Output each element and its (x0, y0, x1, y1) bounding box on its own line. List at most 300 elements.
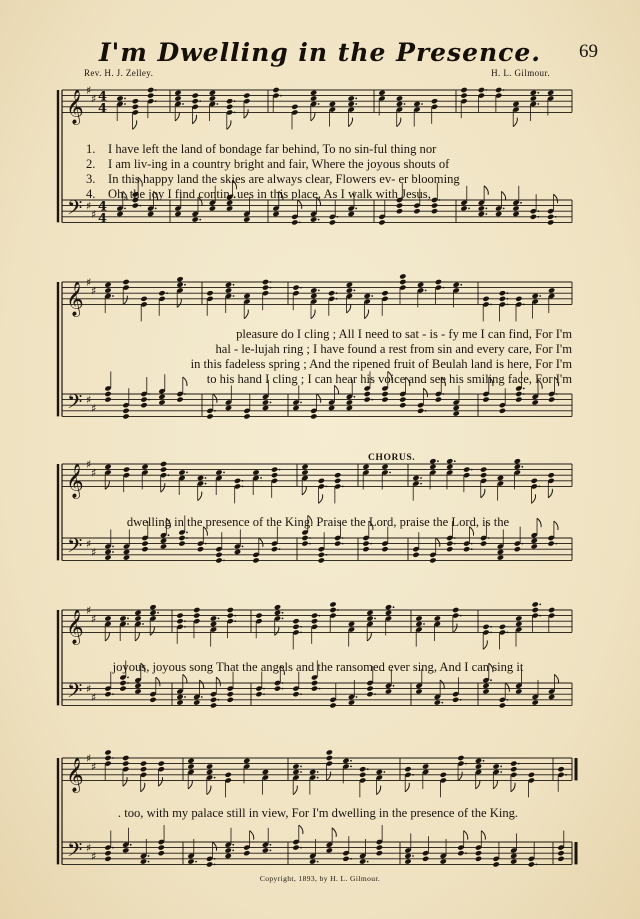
dot (282, 618, 284, 620)
note-head (225, 853, 232, 859)
dot (218, 618, 220, 620)
note-head (225, 405, 232, 411)
note-flag (123, 777, 127, 786)
note-flag (513, 118, 517, 127)
note-head (262, 284, 269, 290)
note-head (422, 856, 429, 862)
verse-line-4: 4. Oh, the joy I find contin- ues in this place, As I walk with Jesus, (86, 187, 431, 201)
note-head (104, 749, 111, 755)
note-head (206, 861, 213, 867)
note-head (385, 688, 392, 694)
note-head (415, 621, 422, 627)
note-head (193, 612, 200, 618)
note-flag (311, 112, 315, 121)
verse-line-2-cont: hal - le-lujah ring ; I have found a rest from sin and every care, For I'm (215, 342, 572, 356)
dot (184, 626, 186, 628)
note-head (274, 604, 281, 610)
sharp-icon: ♯ (86, 393, 92, 407)
dot (425, 410, 427, 412)
verse-line-4-cont: to his hand I cling ; I can hear his voice and see his smiling face, For I'm (206, 372, 572, 386)
note-head (463, 546, 470, 552)
note-head (134, 683, 141, 689)
note-head (431, 98, 438, 104)
dot (460, 615, 462, 617)
note-head (499, 296, 506, 302)
dot (485, 208, 487, 210)
note-head (104, 755, 111, 761)
dot (184, 620, 186, 622)
note-head (499, 702, 506, 708)
note-head (364, 396, 371, 402)
note-head (210, 615, 217, 621)
note-head (482, 624, 489, 630)
dot (507, 298, 509, 300)
note-head (291, 219, 298, 225)
dot (412, 774, 414, 776)
note-head (510, 766, 517, 772)
note-head (453, 405, 460, 411)
note-head (140, 402, 147, 408)
note-head (329, 219, 336, 225)
dot (565, 774, 567, 776)
note-flag (244, 310, 248, 319)
note-head (396, 202, 403, 208)
sharp-icon: ♯ (91, 466, 97, 480)
dot (214, 858, 216, 860)
dot (233, 284, 235, 286)
note-flag (327, 772, 331, 781)
note-head (234, 478, 241, 484)
note-head (499, 290, 506, 296)
note-head (225, 847, 232, 853)
dot (555, 543, 557, 545)
note-head (309, 858, 316, 864)
dot (317, 777, 319, 779)
dot (507, 292, 509, 294)
note-head (499, 624, 506, 630)
note-flag (458, 772, 462, 781)
dot (299, 222, 301, 224)
note-flag (141, 783, 145, 792)
dot (420, 477, 422, 479)
note-flag (200, 680, 204, 689)
dot (157, 612, 159, 614)
note-head (255, 612, 262, 618)
note-head (346, 282, 353, 288)
note-head (557, 856, 564, 862)
note-head (346, 287, 353, 293)
dot (232, 844, 234, 846)
note-head (310, 90, 317, 96)
dot (214, 777, 216, 779)
note-head (348, 101, 355, 107)
note-head (376, 850, 383, 856)
note-flag (158, 777, 162, 786)
dot (539, 615, 541, 617)
dot (471, 543, 473, 545)
note-head (385, 604, 392, 610)
note-head (311, 618, 318, 624)
note-head (342, 758, 349, 764)
dot (184, 284, 186, 286)
note-flag (207, 786, 211, 795)
note-head (334, 478, 341, 484)
note-head (123, 549, 130, 555)
dot (319, 615, 321, 617)
note-head (210, 702, 217, 708)
note-head (122, 408, 129, 414)
note-head (225, 287, 232, 293)
dot (421, 103, 423, 105)
sharp-icon: ♯ (91, 92, 97, 106)
dot (270, 844, 272, 846)
note-head (429, 464, 436, 470)
note-head (446, 540, 453, 546)
note-flag (135, 632, 139, 641)
note-head (452, 697, 459, 703)
note-head (243, 413, 250, 419)
sharp-icon: ♯ (86, 458, 92, 471)
note-head (174, 95, 181, 101)
dot (214, 410, 216, 412)
dot (539, 604, 541, 606)
sharp-icon: ♯ (91, 208, 97, 221)
note-head (271, 546, 278, 552)
note-head (192, 98, 199, 104)
dot (300, 632, 302, 634)
note-flag (319, 494, 323, 503)
note-head (557, 850, 564, 856)
dot (234, 620, 236, 622)
note-head (329, 702, 336, 708)
note-head (346, 399, 353, 405)
note-flag (105, 632, 109, 641)
dot (112, 757, 114, 759)
note-head (547, 540, 554, 546)
note-head (482, 688, 489, 694)
note-flag (216, 677, 220, 686)
note-head (122, 760, 129, 766)
dot (168, 474, 170, 476)
dot (465, 852, 467, 854)
dot (355, 103, 357, 105)
dot (112, 693, 114, 695)
note-head (174, 211, 181, 217)
note-flag (150, 626, 154, 635)
note-head (440, 858, 447, 864)
dot (367, 768, 369, 770)
dot (507, 699, 509, 701)
note-flag (332, 828, 336, 837)
note-head (215, 552, 222, 558)
note-head (318, 478, 325, 484)
note-flag (183, 674, 187, 683)
note-head (132, 104, 139, 110)
note-head (480, 472, 487, 478)
note-head (478, 211, 485, 217)
note-flag (123, 296, 127, 305)
dot (471, 469, 473, 471)
note-flag (405, 783, 409, 792)
dot (127, 618, 129, 620)
dot (242, 480, 244, 482)
note-head (446, 458, 453, 464)
dot (205, 483, 207, 485)
verse-line-3: 3. In this happy land the skies are always clear, Flowers ev- er blooming (86, 172, 460, 186)
note-head (132, 98, 139, 104)
dot (538, 486, 540, 488)
note-head (329, 601, 336, 607)
note-head (311, 685, 318, 691)
note-head (225, 282, 232, 288)
treble-clef-icon: 𝄞 (66, 609, 84, 645)
note-head (104, 691, 111, 697)
sharp-icon: ♯ (86, 84, 92, 97)
dot (468, 208, 470, 210)
note-head (119, 680, 126, 686)
dot (242, 546, 244, 548)
note-flag (397, 118, 401, 127)
note-head (329, 101, 336, 107)
note-head (446, 464, 453, 470)
note-head (362, 540, 369, 546)
note-head (122, 847, 129, 853)
dot (460, 699, 462, 701)
note-head (348, 95, 355, 101)
note-flag (364, 310, 368, 319)
dot (148, 855, 150, 857)
note-head (434, 699, 441, 705)
note-flag (275, 626, 279, 635)
note-head (328, 405, 335, 411)
note-head (497, 475, 504, 481)
dot (130, 844, 132, 846)
note-head (262, 405, 269, 411)
note-head (104, 464, 111, 470)
note-head (274, 610, 281, 616)
note-head (226, 98, 233, 104)
note-head (291, 104, 298, 110)
note-head (510, 760, 517, 766)
dot (441, 702, 443, 704)
dot (234, 100, 236, 102)
note-head (226, 205, 233, 211)
treble-clef-icon: 𝄞 (66, 281, 84, 317)
dot (350, 766, 352, 768)
note-head (318, 552, 325, 558)
bass-clef-icon: 𝄢 (67, 389, 83, 418)
note-head (176, 612, 183, 618)
note-head (532, 699, 539, 705)
dot (124, 103, 126, 105)
dot (282, 682, 284, 684)
note-head (274, 685, 281, 691)
sharp-icon: ♯ (86, 841, 92, 855)
dot (383, 771, 385, 773)
note-head (104, 615, 111, 621)
note-head (475, 850, 482, 856)
note-head (348, 699, 355, 705)
time-signature-top: 4 (98, 199, 108, 215)
dot (520, 202, 522, 204)
dot (155, 208, 157, 210)
note-flag (259, 538, 263, 547)
note-head (104, 287, 111, 293)
note-head (515, 688, 522, 694)
note-head (119, 615, 126, 621)
dot (234, 112, 236, 114)
note-head (463, 466, 470, 472)
note-head (301, 464, 308, 470)
dot (186, 537, 188, 539)
dot (184, 393, 186, 395)
composer-credit: H. L. Gilmour. (491, 68, 550, 78)
note-head (227, 697, 234, 703)
note-flag (311, 310, 315, 319)
dot (199, 219, 201, 221)
note-head (226, 104, 233, 110)
note-head (301, 469, 308, 475)
note-head (178, 540, 185, 546)
note-head (174, 90, 181, 96)
dot (521, 543, 523, 545)
dot (155, 100, 157, 102)
dot (318, 290, 320, 292)
dot (389, 472, 391, 474)
note-head (359, 772, 366, 778)
note-head (435, 396, 442, 402)
sharp-icon: ♯ (91, 284, 97, 298)
note-head (366, 610, 373, 616)
dot (556, 393, 558, 395)
dot (124, 208, 126, 210)
note-head (512, 211, 519, 217)
dot (490, 304, 492, 306)
verse-line-3-cont: in this fadeless spring ; And the ripened fruit of Beulah land is here, For I'm (190, 357, 572, 371)
note-head (497, 549, 504, 555)
dot (490, 626, 492, 628)
bass-clef-icon: 𝄢 (67, 837, 83, 866)
chorus-line-2: joyous, joyous song That the angels and the ransomed ever sing, And I can sing it (112, 660, 524, 674)
note-head (512, 101, 519, 107)
note-head (362, 464, 369, 470)
note-head (292, 691, 299, 697)
sharp-icon: ♯ (86, 604, 92, 617)
sharp-icon: ♯ (91, 760, 97, 774)
note-head (292, 284, 299, 290)
note-head (318, 557, 325, 563)
page-number: 69 (579, 41, 598, 62)
note-head (497, 554, 504, 560)
note-head (417, 408, 424, 414)
dot (393, 606, 395, 608)
dot (539, 295, 541, 297)
dot (270, 402, 272, 404)
note-head (366, 615, 373, 621)
dot (412, 855, 414, 857)
note-head (311, 680, 318, 686)
note-flag (156, 677, 160, 686)
note-head (104, 282, 111, 288)
dot (300, 847, 302, 849)
note-flag (464, 831, 468, 840)
note-head (381, 464, 388, 470)
note-head (140, 766, 147, 772)
dot (437, 460, 439, 462)
note-head (140, 760, 147, 766)
note-head (381, 546, 388, 552)
note-head (422, 763, 429, 769)
note-head (158, 399, 165, 405)
note-head (412, 475, 419, 481)
note-head (475, 763, 482, 769)
note-head (176, 699, 183, 705)
dot (166, 292, 168, 294)
dot (507, 632, 509, 634)
note-head (141, 464, 148, 470)
note-head (178, 535, 185, 541)
note-head (252, 557, 259, 563)
note-head (149, 604, 156, 610)
dot (503, 89, 505, 91)
note-head (548, 287, 555, 293)
dot (521, 466, 523, 468)
note-head (515, 296, 522, 302)
note-head (329, 607, 336, 613)
note-head (123, 554, 130, 560)
note-head (512, 205, 519, 211)
note-head (431, 208, 438, 214)
note-head (227, 612, 234, 618)
dot (300, 287, 302, 289)
dot (279, 548, 281, 550)
note-head (301, 540, 308, 546)
dot (195, 861, 197, 863)
note-head (413, 101, 420, 107)
note-head (210, 697, 217, 703)
note-head (532, 399, 539, 405)
dot (336, 292, 338, 294)
note-flag (481, 831, 485, 840)
note-head (515, 615, 522, 621)
note-head (547, 219, 554, 225)
dot (537, 210, 539, 212)
note-head (376, 844, 383, 850)
note-head (176, 694, 183, 700)
note-head (495, 211, 502, 217)
dot (182, 103, 184, 105)
hymn-title: I'm Dwelling in the Presence. (98, 38, 542, 67)
dot (148, 399, 150, 401)
dot (471, 548, 473, 550)
note-head (482, 296, 489, 302)
note-head (547, 214, 554, 220)
note-head (215, 557, 222, 563)
dot (124, 98, 126, 100)
note-head (396, 101, 403, 107)
dot (356, 696, 358, 698)
dot (148, 393, 150, 395)
note-flag (105, 480, 109, 489)
dot (282, 688, 284, 690)
note-head (478, 87, 485, 93)
note-head (292, 405, 299, 411)
note-head (176, 396, 183, 402)
note-head (227, 691, 234, 697)
note-head (346, 405, 353, 411)
treble-clef-icon: 𝄞 (66, 89, 84, 125)
note-head (480, 540, 487, 546)
